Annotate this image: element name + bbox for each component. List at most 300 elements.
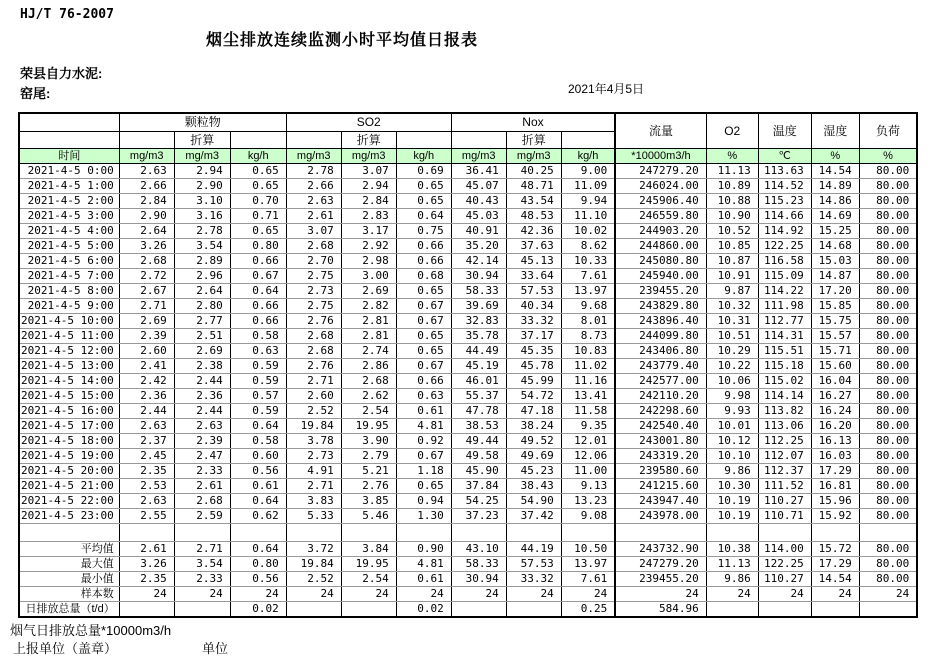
table-row — [19, 358, 917, 373]
cell-nox-mgm3: 47.78 — [451, 403, 506, 418]
cell-flow: 246024.00 — [615, 178, 706, 193]
cell-flow: 246559.80 — [615, 208, 706, 223]
cell-o2: 9.93 — [706, 403, 758, 418]
cell-pm-mgm3 — [119, 601, 174, 617]
cell-nox-kgh: 10.02 — [561, 223, 615, 238]
cell-so2-converted: 2.86 — [341, 358, 396, 373]
cell-pm-mgm3: 3.26 — [119, 556, 174, 571]
cell-so2-converted: 3.17 — [341, 223, 396, 238]
cell-pm-converted: 2.64 — [174, 283, 230, 298]
cell-load: 80.00 — [859, 328, 917, 343]
cell-pm-converted: 3.54 — [174, 238, 230, 253]
table-row — [19, 238, 917, 253]
cell-flow: 245906.40 — [615, 193, 706, 208]
cell-humidity: 17.29 — [811, 463, 859, 478]
cell-flow: 243319.20 — [615, 448, 706, 463]
cell-nox-kgh: 9.94 — [561, 193, 615, 208]
cell-nox-converted: 48.71 — [506, 178, 561, 193]
cell-temp: 113.82 — [758, 403, 811, 418]
cell-flow: 247279.20 — [615, 163, 706, 178]
cell-humidity: 16.13 — [811, 433, 859, 448]
cell-load: 80.00 — [859, 223, 917, 238]
unit-label: 单位 — [202, 641, 229, 656]
cell-nox-mgm3: 54.25 — [451, 493, 506, 508]
unit-humidity: % — [811, 148, 859, 163]
empty-cell — [615, 523, 706, 541]
cell-humidity: 14.89 — [811, 178, 859, 193]
cell-temp: 115.18 — [758, 358, 811, 373]
empty-cell — [119, 523, 174, 541]
cell-so2-kgh: 0.75 — [396, 223, 451, 238]
cell-nox-converted: 45.23 — [506, 463, 561, 478]
cell-nox-kgh: 9.68 — [561, 298, 615, 313]
row-time: 2021-4-5 18:00 — [19, 433, 119, 448]
cell-so2-mgm3: 2.71 — [286, 373, 341, 388]
empty-cell — [230, 131, 286, 148]
row-time: 2021-4-5 3:00 — [19, 208, 119, 223]
cell-so2-mgm3: 4.91 — [286, 463, 341, 478]
cell-humidity: 16.04 — [811, 373, 859, 388]
cell-so2-mgm3: 24 — [286, 586, 341, 601]
cell-o2: 10.29 — [706, 343, 758, 358]
table-row — [19, 508, 917, 523]
cell-so2-converted — [341, 601, 396, 617]
cell-so2-converted: 2.54 — [341, 403, 396, 418]
empty-cell — [506, 523, 561, 541]
unit-so2-mgm3: mg/m3 — [286, 148, 341, 163]
summary-row — [19, 586, 917, 601]
summary-label: 平均值 — [19, 541, 119, 556]
cell-o2: 10.01 — [706, 418, 758, 433]
cell-pm-converted: 2.68 — [174, 493, 230, 508]
converted-label-so2: 折算 — [341, 131, 396, 148]
cell-nox-converted: 33.64 — [506, 268, 561, 283]
cell-pm-converted: 2.39 — [174, 433, 230, 448]
cell-nox-mgm3: 36.41 — [451, 163, 506, 178]
cell-so2-converted: 2.79 — [341, 448, 396, 463]
cell-so2-mgm3: 2.73 — [286, 448, 341, 463]
cell-pm-kgh: 0.65 — [230, 178, 286, 193]
cell-so2-kgh: 0.66 — [396, 238, 451, 253]
cell-load: 80.00 — [859, 556, 917, 571]
cell-pm-mgm3: 2.44 — [119, 403, 174, 418]
cell-pm-kgh: 0.57 — [230, 388, 286, 403]
summary-row — [19, 541, 917, 556]
empty-cell — [174, 523, 230, 541]
cell-temp: 115.09 — [758, 268, 811, 283]
cell-so2-kgh: 0.67 — [396, 448, 451, 463]
cell-so2-converted: 2.68 — [341, 373, 396, 388]
cell-pm-mgm3: 2.37 — [119, 433, 174, 448]
cell-flow: 244099.80 — [615, 328, 706, 343]
table-row — [19, 298, 917, 313]
cell-load: 80.00 — [859, 418, 917, 433]
empty-cell — [119, 131, 174, 148]
cell-pm-converted: 2.38 — [174, 358, 230, 373]
cell-nox-kgh: 9.00 — [561, 163, 615, 178]
cell-flow: 239580.60 — [615, 463, 706, 478]
cell-pm-kgh: 0.71 — [230, 208, 286, 223]
cell-so2-kgh: 0.66 — [396, 373, 451, 388]
table-row — [19, 403, 917, 418]
cell-temp: 114.14 — [758, 388, 811, 403]
cell-pm-converted: 2.33 — [174, 571, 230, 586]
cell-load: 80.00 — [859, 373, 917, 388]
cell-nox-converted: 49.69 — [506, 448, 561, 463]
cell-so2-converted: 2.98 — [341, 253, 396, 268]
table-row — [19, 493, 917, 508]
cell-o2: 10.38 — [706, 541, 758, 556]
cell-humidity: 15.57 — [811, 328, 859, 343]
cell-so2-kgh: 0.67 — [396, 313, 451, 328]
cell-temp: 115.23 — [758, 193, 811, 208]
cell-load: 80.00 — [859, 388, 917, 403]
cell-nox-kgh: 8.73 — [561, 328, 615, 343]
row-time: 2021-4-5 12:00 — [19, 343, 119, 358]
monitor-location: 窑尾: — [20, 86, 51, 101]
cell-pm-kgh: 0.64 — [230, 541, 286, 556]
cell-pm-mgm3: 2.66 — [119, 178, 174, 193]
cell-pm-kgh: 0.59 — [230, 358, 286, 373]
table-row — [19, 418, 917, 433]
unit-so2-converted: mg/m3 — [341, 148, 396, 163]
cell-so2-mgm3: 2.71 — [286, 478, 341, 493]
empty-cell — [19, 113, 119, 131]
header-row-units — [19, 148, 917, 163]
cell-nox-mgm3: 35.20 — [451, 238, 506, 253]
cell-nox-kgh: 24 — [561, 586, 615, 601]
cell-so2-kgh: 0.66 — [396, 253, 451, 268]
cell-o2: 10.90 — [706, 208, 758, 223]
cell-load: 80.00 — [859, 508, 917, 523]
cell-nox-converted: 37.63 — [506, 238, 561, 253]
cell-pm-kgh: 0.64 — [230, 418, 286, 433]
cell-pm-mgm3: 2.64 — [119, 223, 174, 238]
row-time: 2021-4-5 5:00 — [19, 238, 119, 253]
cell-temp: 112.07 — [758, 448, 811, 463]
time-column-header: 时间 — [19, 148, 119, 163]
cell-so2-kgh: 0.65 — [396, 478, 451, 493]
cell-pm-converted: 2.47 — [174, 448, 230, 463]
cell-nox-converted: 45.35 — [506, 343, 561, 358]
cell-pm-converted: 2.80 — [174, 298, 230, 313]
cell-so2-mgm3: 2.78 — [286, 163, 341, 178]
cell-nox-mgm3: 43.10 — [451, 541, 506, 556]
summary-row — [19, 556, 917, 571]
cell-humidity: 15.92 — [811, 508, 859, 523]
cell-nox-converted: 37.17 — [506, 328, 561, 343]
cell-flow: 243947.40 — [615, 493, 706, 508]
cell-humidity: 16.03 — [811, 448, 859, 463]
cell-pm-mgm3: 2.61 — [119, 541, 174, 556]
row-time: 2021-4-5 20:00 — [19, 463, 119, 478]
cell-nox-mgm3: 39.69 — [451, 298, 506, 313]
cell-flow: 242110.20 — [615, 388, 706, 403]
cell-humidity: 14.86 — [811, 193, 859, 208]
cell-so2-mgm3: 3.07 — [286, 223, 341, 238]
cell-temp: 122.25 — [758, 238, 811, 253]
cell-humidity: 16.27 — [811, 388, 859, 403]
cell-nox-converted: 48.53 — [506, 208, 561, 223]
cell-humidity: 15.85 — [811, 298, 859, 313]
cell-temp: 114.22 — [758, 283, 811, 298]
row-time: 2021-4-5 9:00 — [19, 298, 119, 313]
col-header-flow: 流量 — [615, 113, 706, 148]
cell-pm-converted: 2.71 — [174, 541, 230, 556]
cell-nox-mgm3: 35.78 — [451, 328, 506, 343]
unit-o2: % — [706, 148, 758, 163]
cell-flow: 247279.20 — [615, 556, 706, 571]
cell-pm-converted: 24 — [174, 586, 230, 601]
cell-nox-converted: 45.78 — [506, 358, 561, 373]
cell-pm-mgm3: 2.45 — [119, 448, 174, 463]
cell-flow: 243779.40 — [615, 358, 706, 373]
cell-so2-mgm3: 2.76 — [286, 313, 341, 328]
cell-humidity: 16.20 — [811, 418, 859, 433]
cell-pm-converted: 2.77 — [174, 313, 230, 328]
cell-pm-converted: 2.44 — [174, 373, 230, 388]
report-unit-label: 上报单位（盖章） — [13, 641, 118, 656]
empty-cell — [758, 523, 811, 541]
cell-so2-mgm3: 2.68 — [286, 238, 341, 253]
unit-pm-kgh: kg/h — [230, 148, 286, 163]
cell-load: 80.00 — [859, 163, 917, 178]
cell-temp: 112.77 — [758, 313, 811, 328]
cell-so2-mgm3: 2.52 — [286, 403, 341, 418]
cell-so2-converted: 24 — [341, 586, 396, 601]
cell-load: 80.00 — [859, 493, 917, 508]
cell-flow: 584.96 — [615, 601, 706, 617]
cell-flow: 243406.80 — [615, 343, 706, 358]
row-time: 2021-4-5 14:00 — [19, 373, 119, 388]
cell-flow: 245080.80 — [615, 253, 706, 268]
empty-cell — [19, 131, 119, 148]
cell-so2-mgm3: 5.33 — [286, 508, 341, 523]
row-time: 2021-4-5 0:00 — [19, 163, 119, 178]
cell-nox-kgh: 10.83 — [561, 343, 615, 358]
cell-temp: 116.58 — [758, 253, 811, 268]
cell-pm-converted: 2.69 — [174, 343, 230, 358]
cell-pm-kgh: 0.58 — [230, 433, 286, 448]
cell-so2-kgh: 0.65 — [396, 178, 451, 193]
cell-load: 80.00 — [859, 433, 917, 448]
cell-humidity: 15.75 — [811, 313, 859, 328]
cell-humidity: 15.60 — [811, 358, 859, 373]
unit-flow: *10000m3/h — [615, 148, 706, 163]
cell-so2-kgh: 1.18 — [396, 463, 451, 478]
unit-pm-converted: mg/m3 — [174, 148, 230, 163]
cell-pm-converted: 3.54 — [174, 556, 230, 571]
cell-load — [859, 601, 917, 617]
cell-so2-kgh: 0.67 — [396, 298, 451, 313]
cell-flow: 243896.40 — [615, 313, 706, 328]
cell-pm-kgh: 0.59 — [230, 403, 286, 418]
empty-cell — [859, 523, 917, 541]
cell-flow: 244860.00 — [615, 238, 706, 253]
cell-temp: 112.25 — [758, 433, 811, 448]
cell-pm-kgh: 0.80 — [230, 238, 286, 253]
cell-humidity: 15.71 — [811, 343, 859, 358]
table-row — [19, 388, 917, 403]
cell-load: 80.00 — [859, 193, 917, 208]
summary-label: 样本数 — [19, 586, 119, 601]
cell-pm-mgm3: 2.60 — [119, 343, 174, 358]
cell-pm-kgh: 0.61 — [230, 478, 286, 493]
cell-pm-mgm3: 2.68 — [119, 253, 174, 268]
row-time: 2021-4-5 7:00 — [19, 268, 119, 283]
cell-pm-kgh: 0.66 — [230, 298, 286, 313]
cell-temp: 122.25 — [758, 556, 811, 571]
cell-humidity: 15.72 — [811, 541, 859, 556]
cell-so2-kgh: 0.65 — [396, 283, 451, 298]
cell-pm-mgm3: 2.72 — [119, 268, 174, 283]
cell-temp: 111.98 — [758, 298, 811, 313]
cell-so2-kgh: 0.63 — [396, 388, 451, 403]
cell-nox-converted: 54.72 — [506, 388, 561, 403]
cell-o2: 10.32 — [706, 298, 758, 313]
cell-nox-converted: 24 — [506, 586, 561, 601]
cell-pm-mgm3: 2.63 — [119, 418, 174, 433]
cell-so2-converted: 2.74 — [341, 343, 396, 358]
cell-o2: 10.52 — [706, 223, 758, 238]
cell-temp: 113.06 — [758, 418, 811, 433]
cell-temp: 111.52 — [758, 478, 811, 493]
cell-so2-converted: 3.07 — [341, 163, 396, 178]
cell-nox-mgm3: 40.91 — [451, 223, 506, 238]
cell-so2-converted: 2.81 — [341, 328, 396, 343]
cell-humidity: 14.68 — [811, 238, 859, 253]
table-row — [19, 463, 917, 478]
row-time: 2021-4-5 13:00 — [19, 358, 119, 373]
table-row — [19, 373, 917, 388]
empty-cell — [341, 523, 396, 541]
cell-nox-mgm3: 46.01 — [451, 373, 506, 388]
row-time: 2021-4-5 17:00 — [19, 418, 119, 433]
cell-pm-kgh: 0.67 — [230, 268, 286, 283]
cell-temp: 115.02 — [758, 373, 811, 388]
table-row — [19, 478, 917, 493]
cell-pm-converted: 2.94 — [174, 163, 230, 178]
cell-nox-converted: 38.43 — [506, 478, 561, 493]
row-time: 2021-4-5 22:00 — [19, 493, 119, 508]
cell-o2: 10.19 — [706, 508, 758, 523]
cell-load: 80.00 — [859, 541, 917, 556]
cell-pm-kgh: 0.60 — [230, 448, 286, 463]
cell-so2-kgh: 1.30 — [396, 508, 451, 523]
cell-nox-converted: 44.19 — [506, 541, 561, 556]
cell-nox-kgh: 8.01 — [561, 313, 615, 328]
cell-so2-converted: 2.76 — [341, 478, 396, 493]
cell-o2: 10.19 — [706, 493, 758, 508]
cell-so2-mgm3: 2.61 — [286, 208, 341, 223]
cell-pm-kgh: 0.65 — [230, 163, 286, 178]
cell-flow: 239455.20 — [615, 571, 706, 586]
cell-pm-kgh: 0.56 — [230, 571, 286, 586]
cell-temp: 114.92 — [758, 223, 811, 238]
cell-so2-converted: 2.69 — [341, 283, 396, 298]
cell-flow: 243732.90 — [615, 541, 706, 556]
cell-pm-converted: 2.63 — [174, 418, 230, 433]
cell-pm-kgh: 0.02 — [230, 601, 286, 617]
cell-pm-mgm3: 2.63 — [119, 493, 174, 508]
cell-flow: 243978.00 — [615, 508, 706, 523]
cell-load: 80.00 — [859, 571, 917, 586]
cell-flow: 239455.20 — [615, 283, 706, 298]
cell-nox-mgm3: 44.49 — [451, 343, 506, 358]
cell-humidity: 15.03 — [811, 253, 859, 268]
cell-so2-kgh: 0.67 — [396, 358, 451, 373]
cell-so2-kgh: 0.65 — [396, 328, 451, 343]
empty-cell — [396, 523, 451, 541]
cell-so2-mgm3: 2.75 — [286, 268, 341, 283]
cell-so2-kgh: 0.65 — [396, 343, 451, 358]
row-time: 2021-4-5 4:00 — [19, 223, 119, 238]
table-row — [19, 268, 917, 283]
cell-o2: 10.51 — [706, 328, 758, 343]
cell-pm-mgm3: 2.35 — [119, 463, 174, 478]
cell-nox-converted: 43.54 — [506, 193, 561, 208]
cell-o2: 10.88 — [706, 193, 758, 208]
summary-label: 最小值 — [19, 571, 119, 586]
cell-pm-mgm3: 2.41 — [119, 358, 174, 373]
cell-o2: 24 — [706, 586, 758, 601]
cell-nox-converted: 47.18 — [506, 403, 561, 418]
cell-pm-kgh: 0.59 — [230, 373, 286, 388]
cell-so2-mgm3: 2.52 — [286, 571, 341, 586]
table-row — [19, 448, 917, 463]
cell-o2: 10.22 — [706, 358, 758, 373]
row-time: 2021-4-5 10:00 — [19, 313, 119, 328]
cell-pm-mgm3: 2.67 — [119, 283, 174, 298]
cell-temp: 24 — [758, 586, 811, 601]
cell-so2-kgh: 0.61 — [396, 571, 451, 586]
cell-o2: 9.86 — [706, 571, 758, 586]
cell-o2: 10.31 — [706, 313, 758, 328]
cell-nox-mgm3: 49.58 — [451, 448, 506, 463]
cell-o2: 10.06 — [706, 373, 758, 388]
cell-nox-mgm3: 45.07 — [451, 178, 506, 193]
cell-pm-kgh: 0.58 — [230, 328, 286, 343]
cell-so2-converted: 5.46 — [341, 508, 396, 523]
cell-so2-mgm3: 19.84 — [286, 556, 341, 571]
cell-nox-mgm3: 37.23 — [451, 508, 506, 523]
cell-so2-mgm3: 3.78 — [286, 433, 341, 448]
cell-pm-converted: 2.59 — [174, 508, 230, 523]
cell-pm-mgm3: 2.36 — [119, 388, 174, 403]
cell-so2-converted: 2.94 — [341, 178, 396, 193]
cell-flow: 24 — [615, 586, 706, 601]
cell-pm-kgh: 0.63 — [230, 343, 286, 358]
row-time: 2021-4-5 21:00 — [19, 478, 119, 493]
cell-pm-kgh: 24 — [230, 586, 286, 601]
cell-temp: 112.37 — [758, 463, 811, 478]
cell-temp: 110.27 — [758, 493, 811, 508]
cell-humidity: 14.54 — [811, 163, 859, 178]
cell-flow: 242540.40 — [615, 418, 706, 433]
cell-so2-converted: 2.83 — [341, 208, 396, 223]
cell-temp: 115.51 — [758, 343, 811, 358]
cell-nox-converted: 42.36 — [506, 223, 561, 238]
cell-nox-kgh: 7.61 — [561, 571, 615, 586]
cell-temp: 114.31 — [758, 328, 811, 343]
col-header-humidity: 湿度 — [811, 113, 859, 148]
cell-so2-kgh: 4.81 — [396, 418, 451, 433]
cell-so2-converted: 2.92 — [341, 238, 396, 253]
cell-humidity: 17.29 — [811, 556, 859, 571]
col-group-so2: SO2 — [286, 113, 451, 131]
cell-so2-mgm3: 3.83 — [286, 493, 341, 508]
cell-nox-mgm3: 58.33 — [451, 283, 506, 298]
